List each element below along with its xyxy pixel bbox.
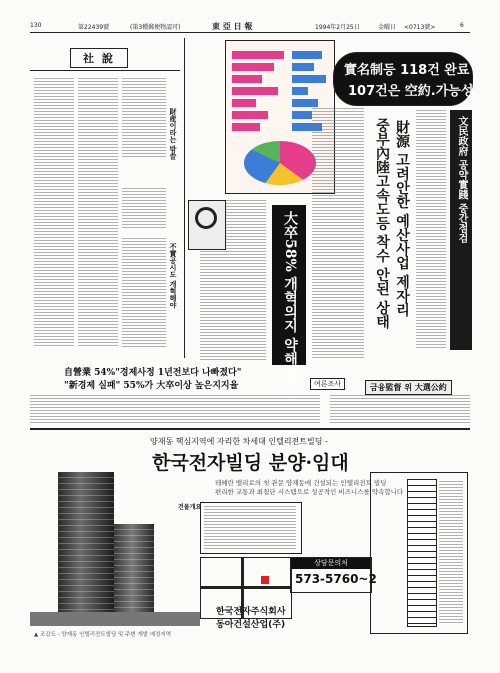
lower-tag: 금융監督 위 大選公約 bbox=[365, 380, 452, 395]
ad-body: 편리한 교통과 최첨단 시스템으로 성공적인 비즈니스를 약속합니다 bbox=[215, 488, 404, 496]
editorial-headline: 財産이라는 밖쓸 bbox=[169, 108, 178, 160]
column-divider bbox=[184, 38, 185, 358]
page-number: 130 bbox=[30, 22, 42, 29]
feature-text-column bbox=[312, 108, 364, 358]
summary-label: 건물개요 bbox=[178, 504, 202, 511]
building-illustration bbox=[114, 524, 154, 622]
poll-headline: 大卒58% 개혁의지 약해졌다 bbox=[282, 211, 298, 394]
feature-headline: 財源 고려안한 예산사업 제자리 bbox=[394, 120, 410, 317]
poll-headline-block bbox=[272, 205, 306, 394]
edition-number: <0713號> bbox=[404, 24, 436, 31]
summary-table bbox=[200, 502, 302, 554]
section-number: 6 bbox=[460, 22, 464, 29]
building-illustration bbox=[58, 472, 114, 622]
issue-weekday: 金曜日 bbox=[378, 24, 397, 31]
editorial-banner: 社 說 bbox=[70, 48, 128, 68]
editorial-section bbox=[30, 38, 180, 358]
badge-line: 107건은 空約.가능성 bbox=[348, 84, 474, 99]
pie-graphic bbox=[244, 141, 316, 185]
masthead bbox=[30, 22, 470, 32]
contact-box bbox=[290, 557, 377, 593]
headline-badge bbox=[333, 52, 473, 106]
editorial-headline: 不實공시도 개혁해야 bbox=[169, 243, 178, 309]
masthead-rule bbox=[30, 32, 470, 33]
ad-headline: 한국전자빌딩 분양·임대 bbox=[152, 452, 349, 474]
poll-body-text bbox=[30, 395, 320, 423]
poll-subhead: "新경제 실패" 55%가 大卒이상 높은지지율 bbox=[64, 381, 239, 391]
ad-body: 테헤란 밸리로의 첫 관문 양재동에 건설되는 인텔리전트 빌딩 bbox=[215, 479, 387, 487]
ad-divider bbox=[30, 428, 470, 430]
ad-caption: ▲ 조감도 - 양재동 인텔리전트빌딩 및 주변 개발 예정지역 bbox=[34, 632, 172, 638]
feature-body-text bbox=[330, 395, 470, 423]
editorial-rule bbox=[30, 70, 180, 71]
editorial-text-column bbox=[122, 78, 166, 158]
advertisement bbox=[30, 432, 470, 642]
editorial-text-column bbox=[78, 78, 118, 348]
issue-date: 1994年2月25日 bbox=[315, 24, 360, 31]
feature-text-column bbox=[416, 110, 446, 350]
poll-label: 여론조사 bbox=[310, 378, 345, 390]
editorial-text-column bbox=[122, 188, 166, 228]
issue-number: 第22439號 bbox=[78, 24, 110, 31]
floor-plan-diagram bbox=[370, 472, 468, 634]
ad-intro: 양재동 핵심지역에 자리한 차세대 인텔리전트빌딩 - bbox=[150, 437, 328, 446]
developer-name: 동아건설산업(주) bbox=[216, 620, 286, 630]
contact-phone: 573-5760~2 bbox=[295, 572, 377, 586]
editorial-text-column bbox=[34, 78, 74, 348]
badge-line: 實名制등 118건 완료 bbox=[344, 63, 470, 78]
poll-chart bbox=[188, 200, 226, 250]
paper-name: 東 亞 日 報 bbox=[212, 21, 253, 31]
registration-note: (第3種郵便物認可) bbox=[130, 24, 181, 31]
editorial-text-column bbox=[122, 238, 166, 348]
company-name: 한국전자주식회사 bbox=[216, 607, 286, 617]
side-banner-text: 文民政府 공약實踐 중간점검 bbox=[456, 116, 467, 243]
feature-headline: 중부內陸고속도등 착수 안된 상태 bbox=[374, 118, 390, 329]
side-banner bbox=[450, 110, 472, 350]
street-illustration bbox=[30, 612, 200, 626]
poll-subhead: 自營業 54%"경제사정 1년전보다 나빠졌다" bbox=[64, 368, 242, 378]
contact-label: 상담문의처 bbox=[291, 558, 371, 569]
